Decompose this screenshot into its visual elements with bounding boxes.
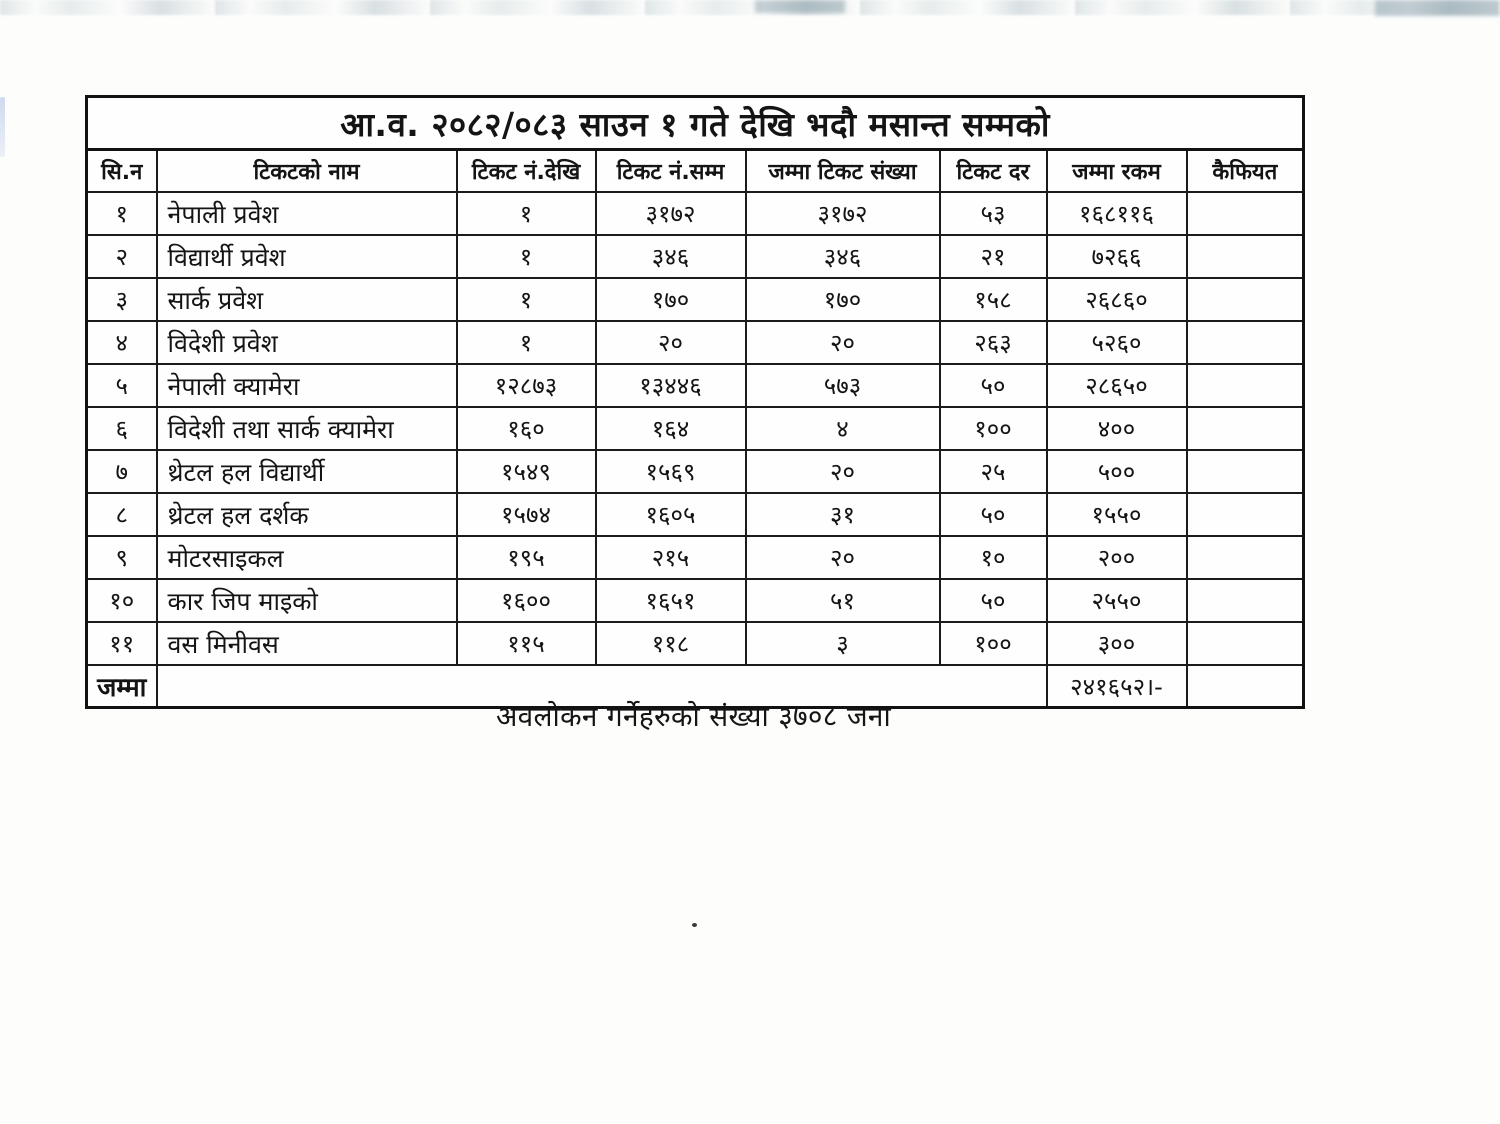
cell-serial-no: ४ xyxy=(87,321,157,364)
cell-ticket-count: १७० xyxy=(746,278,940,321)
cell-ticket-no-to: ३४६ xyxy=(596,235,746,278)
cell-ticket-count: ५७३ xyxy=(746,364,940,407)
cell-ticket-name: विदेशी तथा सार्क क्यामेरा xyxy=(157,407,457,450)
cell-ticket-no-from: १२८७३ xyxy=(457,364,596,407)
cell-ticket-rate: २६३ xyxy=(940,321,1047,364)
cell-ticket-name: सार्क प्रवेश xyxy=(157,278,457,321)
scan-noise-smudge xyxy=(1375,0,1500,16)
ticket-sales-table xyxy=(85,95,1305,709)
cell-ticket-count: ५१ xyxy=(746,579,940,622)
cell-ticket-rate: ५३ xyxy=(940,192,1047,235)
cell-remarks xyxy=(1187,493,1304,536)
cell-ticket-count: ३४६ xyxy=(746,235,940,278)
title-row xyxy=(87,97,1304,150)
cell-remarks xyxy=(1187,364,1304,407)
cell-ticket-count: ३१ xyxy=(746,493,940,536)
cell-ticket-name: कार जिप माइको xyxy=(157,579,457,622)
cell-ticket-no-from: १ xyxy=(457,235,596,278)
cell-amount: ३०० xyxy=(1047,622,1187,665)
cell-amount: २६८६० xyxy=(1047,278,1187,321)
ink-speck xyxy=(692,923,697,927)
cell-ticket-rate: २५ xyxy=(940,450,1047,493)
cell-serial-no: ११ xyxy=(87,622,157,665)
cell-remarks xyxy=(1187,536,1304,579)
table-row xyxy=(87,450,1304,493)
cell-amount: १५५० xyxy=(1047,493,1187,536)
cell-ticket-rate: ५० xyxy=(940,364,1047,407)
cell-ticket-count: २० xyxy=(746,536,940,579)
cell-ticket-no-from: १९५ xyxy=(457,536,596,579)
cell-ticket-no-to: ३१७२ xyxy=(596,192,746,235)
header-row xyxy=(87,150,1304,193)
cell-ticket-count: ३१७२ xyxy=(746,192,940,235)
cell-ticket-name: थ्रेटल हल दर्शक xyxy=(157,493,457,536)
cell-ticket-no-to: ११८ xyxy=(596,622,746,665)
cell-ticket-count: २० xyxy=(746,450,940,493)
col-header-total-amount: जम्मा रकम xyxy=(1047,150,1187,193)
cell-remarks xyxy=(1187,407,1304,450)
cell-ticket-name: मोटरसाइकल xyxy=(157,536,457,579)
cell-ticket-no-to: १७० xyxy=(596,278,746,321)
cell-ticket-name: विद्यार्थी प्रवेश xyxy=(157,235,457,278)
cell-ticket-rate: ५० xyxy=(940,493,1047,536)
visitor-count-note: अवलोकन गर्नेहरुको संख्या ३७०८ जना xyxy=(495,700,892,733)
table-row xyxy=(87,407,1304,450)
cell-remarks xyxy=(1187,579,1304,622)
table-row xyxy=(87,278,1304,321)
cell-ticket-no-to: १६०५ xyxy=(596,493,746,536)
cell-ticket-name: नेपाली प्रवेश xyxy=(157,192,457,235)
cell-amount: ७२६६ xyxy=(1047,235,1187,278)
cell-serial-no: ७ xyxy=(87,450,157,493)
cell-ticket-no-to: १६५१ xyxy=(596,579,746,622)
cell-serial-no: २ xyxy=(87,235,157,278)
col-header-ticket-rate: टिकट दर xyxy=(940,150,1047,193)
total-amount: २४१६५२।- xyxy=(1047,665,1187,708)
table-title: आ.व. २०८२/०८३ साउन १ गते देखि भदौ मसान्त सम्मको xyxy=(87,97,1304,150)
col-header-remarks: कैफियत xyxy=(1187,150,1304,193)
cell-ticket-no-from: ११५ xyxy=(457,622,596,665)
cell-ticket-no-from: १ xyxy=(457,321,596,364)
cell-ticket-no-from: १५७४ xyxy=(457,493,596,536)
cell-amount: ४०० xyxy=(1047,407,1187,450)
cell-amount: २८६५० xyxy=(1047,364,1187,407)
cell-amount: ५०० xyxy=(1047,450,1187,493)
scan-edge-mark xyxy=(0,97,5,157)
col-header-ticket-no-from: टिकट नं.देखि xyxy=(457,150,596,193)
scan-noise-strip xyxy=(0,0,1500,15)
cell-ticket-rate: १० xyxy=(940,536,1047,579)
cell-serial-no: ३ xyxy=(87,278,157,321)
cell-ticket-rate: १०० xyxy=(940,622,1047,665)
cell-ticket-no-to: २१५ xyxy=(596,536,746,579)
cell-ticket-name: विदेशी प्रवेश xyxy=(157,321,457,364)
cell-ticket-no-from: १६० xyxy=(457,407,596,450)
table-row xyxy=(87,321,1304,364)
cell-ticket-count: २० xyxy=(746,321,940,364)
cell-ticket-rate: ५० xyxy=(940,579,1047,622)
cell-ticket-no-to: २० xyxy=(596,321,746,364)
cell-ticket-no-from: १ xyxy=(457,278,596,321)
cell-serial-no: ६ xyxy=(87,407,157,450)
cell-ticket-no-from: १६०० xyxy=(457,579,596,622)
cell-ticket-count: ३ xyxy=(746,622,940,665)
cell-ticket-count: ४ xyxy=(746,407,940,450)
cell-remarks xyxy=(1187,235,1304,278)
table-row xyxy=(87,192,1304,235)
cell-ticket-rate: १५८ xyxy=(940,278,1047,321)
cell-remarks xyxy=(1187,622,1304,665)
table-row xyxy=(87,235,1304,278)
cell-serial-no: ९ xyxy=(87,536,157,579)
cell-amount: २०० xyxy=(1047,536,1187,579)
cell-remarks xyxy=(1187,278,1304,321)
table-row xyxy=(87,536,1304,579)
cell-ticket-no-to: १६४ xyxy=(596,407,746,450)
cell-serial-no: ८ xyxy=(87,493,157,536)
cell-amount: ५२६० xyxy=(1047,321,1187,364)
cell-serial-no: ५ xyxy=(87,364,157,407)
total-label: जम्मा xyxy=(87,665,157,708)
col-header-total-ticket-count: जम्मा टिकट संख्या xyxy=(746,150,940,193)
cell-ticket-no-to: १३४४६ xyxy=(596,364,746,407)
cell-serial-no: १ xyxy=(87,192,157,235)
table-row xyxy=(87,579,1304,622)
table-row xyxy=(87,493,1304,536)
table-row xyxy=(87,622,1304,665)
cell-ticket-no-from: १५४९ xyxy=(457,450,596,493)
cell-remarks xyxy=(1187,450,1304,493)
cell-remarks xyxy=(1187,321,1304,364)
cell-serial-no: १० xyxy=(87,579,157,622)
cell-amount: २५५० xyxy=(1047,579,1187,622)
cell-ticket-rate: २१ xyxy=(940,235,1047,278)
col-header-ticket-no-to: टिकट नं.सम्म xyxy=(596,150,746,193)
col-header-serial-no: सि.न xyxy=(87,150,157,193)
cell-amount: १६८११६ xyxy=(1047,192,1187,235)
cell-ticket-no-to: १५६९ xyxy=(596,450,746,493)
cell-ticket-name: थ्रेटल हल विद्यार्थी xyxy=(157,450,457,493)
col-header-ticket-name: टिकटको नाम xyxy=(157,150,457,193)
scan-noise-smudge xyxy=(755,0,845,13)
cell-ticket-name: नेपाली क्यामेरा xyxy=(157,364,457,407)
cell-ticket-no-from: १ xyxy=(457,192,596,235)
cell-ticket-rate: १०० xyxy=(940,407,1047,450)
cell-remarks xyxy=(1187,192,1304,235)
cell-ticket-name: वस मिनीवस xyxy=(157,622,457,665)
table-row xyxy=(87,364,1304,407)
